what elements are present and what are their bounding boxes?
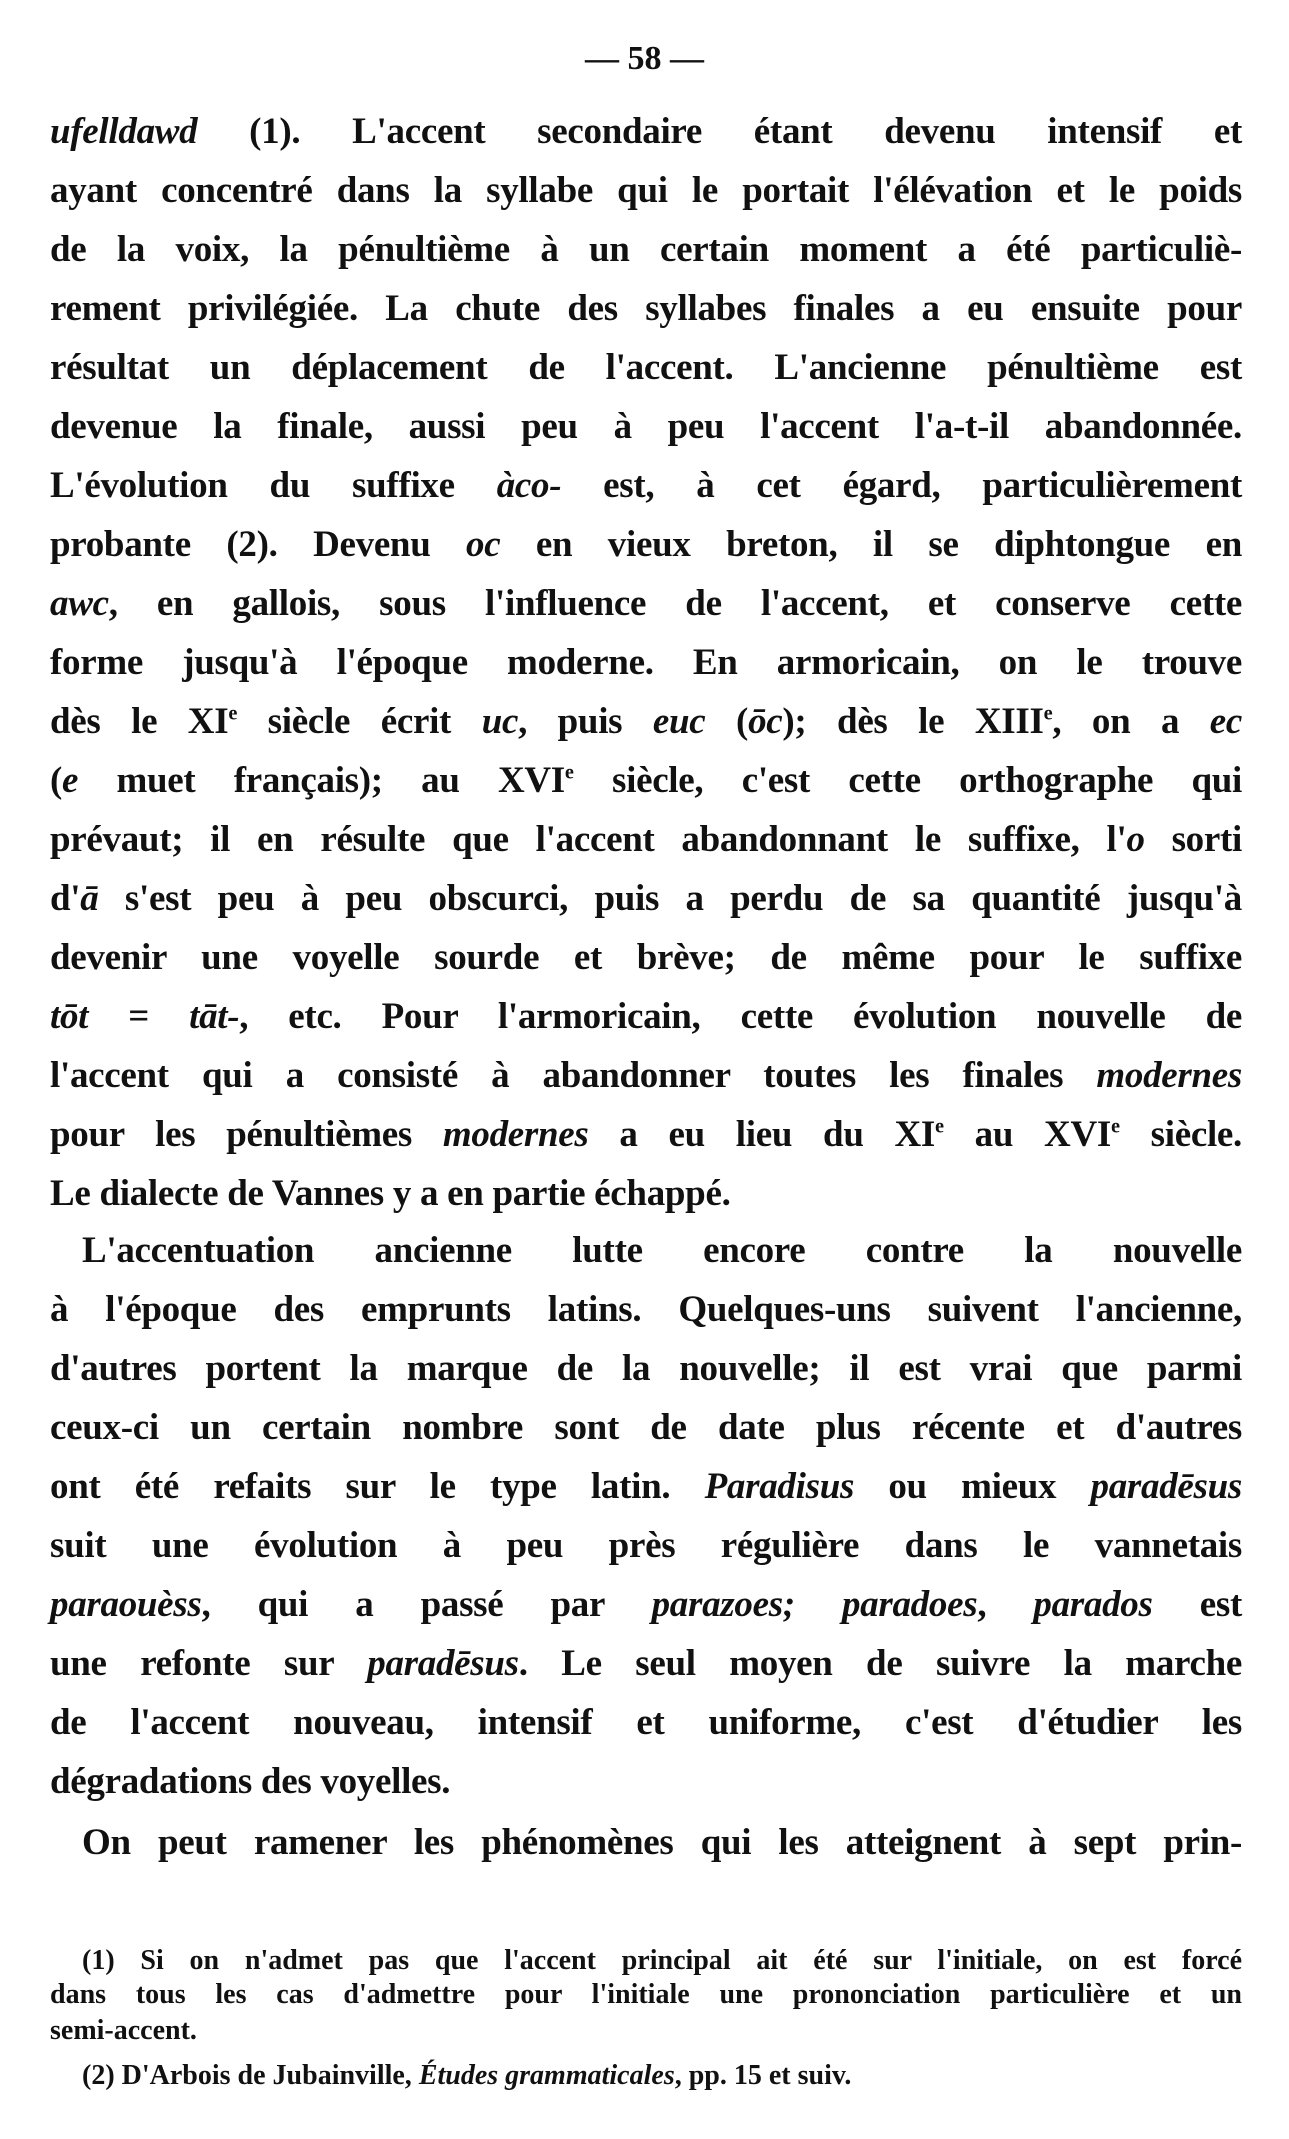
text-run: est xyxy=(1152,1584,1242,1625)
text-run: s'est peu à peu obscurci, puis a perdu de sa quantité jusqu'à xyxy=(98,878,1242,919)
italic-term: paraouèss xyxy=(50,1584,202,1625)
text-run: semi-accent. xyxy=(50,2015,197,2046)
italic-term: parazoes; paradoes xyxy=(651,1584,978,1625)
text-line xyxy=(50,1639,1242,1689)
italic-term: ec xyxy=(1209,701,1243,742)
text-line xyxy=(50,579,1242,629)
text-run: ( xyxy=(705,701,749,742)
superscript: e xyxy=(935,1115,944,1138)
text-run: , etc. Pour l'armoricain, cette évolution nouvelle de xyxy=(239,996,1242,1037)
text-line xyxy=(50,1285,1242,1335)
text-run: , puis xyxy=(518,701,653,742)
text-line xyxy=(50,225,1242,275)
text-run: L'accentuation ancienne lutte encore contre la nouvelle xyxy=(82,1230,1242,1271)
italic-term: modernes xyxy=(442,1114,589,1155)
text-run: devenir une voyelle sourde et brève; de même pour le suffixe xyxy=(50,937,1242,978)
text-run: de la voix, la pénultième à un certain moment a été particuliè- xyxy=(50,229,1242,270)
superscript: e xyxy=(228,702,238,725)
text-run: dès le XI xyxy=(50,701,229,742)
italic-term: e xyxy=(62,760,79,801)
text-run: (1). L'accent secondaire étant devenu intensif et xyxy=(197,111,1242,152)
text-run: pour les pénultièmes xyxy=(50,1114,443,1155)
text-line xyxy=(50,520,1242,570)
text-line xyxy=(50,1051,1242,1101)
text-line xyxy=(50,1344,1242,1394)
italic-term: euc xyxy=(652,701,706,742)
text-run: l'accent qui a consisté à abandonner toutes les finales xyxy=(50,1055,1097,1096)
text-line xyxy=(50,1818,1242,1868)
italic-term: ufelldawd xyxy=(50,111,198,152)
italic-term: tōt xyxy=(50,996,89,1037)
page-number: — 58 — xyxy=(585,40,704,77)
footnote-line xyxy=(50,1977,1242,2013)
text-run: ); dès le XIII xyxy=(782,701,1044,742)
text-line xyxy=(50,1698,1242,1748)
italic-term: parados xyxy=(1033,1584,1153,1625)
text-run: L'évolution du suffixe xyxy=(50,465,497,506)
text-run: muet français); au XVI xyxy=(78,760,565,801)
text-run: ont été refaits sur le type latin. xyxy=(50,1466,705,1507)
text-run: d'autres portent la marque de la nouvelle; il est vrai que parmi xyxy=(50,1348,1242,1389)
text-line xyxy=(50,1403,1242,1453)
text-run: , qui a passé par xyxy=(201,1584,652,1625)
text-run: , xyxy=(977,1584,1034,1625)
text-line xyxy=(50,461,1242,511)
text-run: ceux-ci un certain nombre sont de date plus récente et d'autres xyxy=(50,1407,1242,1448)
text-line xyxy=(50,756,1242,806)
italic-term: oc xyxy=(466,524,501,565)
text-run: siècle écrit xyxy=(237,701,482,742)
text-line xyxy=(50,815,1242,865)
text-run: à l'époque des emprunts latins. Quelques-uns suivent l'ancienne, xyxy=(50,1289,1242,1330)
italic-term: paradēsus xyxy=(367,1643,519,1684)
footnote-line xyxy=(50,1943,1242,1979)
text-run: ( xyxy=(50,760,63,801)
text-run: siècle. xyxy=(1119,1114,1242,1155)
italic-term: o xyxy=(1126,819,1145,860)
text-run: est, à cet égard, particulièrement xyxy=(561,465,1243,506)
text-line xyxy=(50,107,1242,157)
text-run: probante (2). Devenu xyxy=(50,524,467,565)
italic-term: paradēsus xyxy=(1090,1466,1243,1507)
text-line xyxy=(50,284,1242,334)
text-run: siècle, c'est cette orthographe qui xyxy=(573,760,1243,801)
text-run: ou mieux xyxy=(854,1466,1091,1507)
text-line xyxy=(50,1462,1242,1512)
italic-term: ōc xyxy=(748,701,783,742)
text-line xyxy=(50,343,1242,393)
text-run: une refonte sur xyxy=(50,1643,368,1684)
italic-term: tāt- xyxy=(189,996,240,1037)
text-line xyxy=(50,402,1242,452)
text-run: Le dialecte de Vannes y a en partie échappé. xyxy=(50,1173,731,1214)
text-run: dégradations des voyelles. xyxy=(50,1761,451,1802)
footnote-line xyxy=(50,2058,1242,2094)
text-run: (1) Si on n'admet pas que l'accent principal ait été sur l'initiale, on est forcé xyxy=(82,1945,1242,1976)
text-run: , on a xyxy=(1052,701,1210,742)
italic-term: awc xyxy=(50,583,109,624)
text-run: a eu lieu du XI xyxy=(588,1114,936,1155)
text-line xyxy=(50,1580,1242,1630)
text-run: dans tous les cas d'admettre pour l'initiale une prononciation particulière et un xyxy=(50,1979,1242,2010)
text-run: , pp. 15 et suiv. xyxy=(674,2060,852,2091)
superscript: e xyxy=(564,761,574,784)
text-line xyxy=(50,1169,1242,1219)
text-run: prévaut; il en résulte que l'accent abandonnant le suffixe, l' xyxy=(50,819,1127,860)
italic-term: Études grammaticales xyxy=(418,2060,675,2091)
text-run: sorti xyxy=(1144,819,1243,860)
italic-term: modernes xyxy=(1096,1055,1242,1096)
text-line xyxy=(50,874,1242,924)
text-run: , en gallois, sous l'influence de l'accent, et conserve cette xyxy=(108,583,1242,624)
text-run: = xyxy=(88,996,190,1037)
text-run: en vieux breton, il se diphtongue en xyxy=(500,524,1242,565)
text-run: au XVI xyxy=(943,1114,1111,1155)
text-run: suit une évolution à peu près régulière dans le vannetais xyxy=(50,1525,1242,1566)
superscript: e xyxy=(1043,702,1053,725)
text-line xyxy=(50,166,1242,216)
italic-term: uc xyxy=(481,701,519,742)
text-line xyxy=(50,697,1242,747)
text-run: forme jusqu'à l'époque moderne. En armoricain, on le trouve xyxy=(50,642,1242,683)
text-line xyxy=(50,992,1242,1042)
text-run: (2) D'Arbois de Jubainville, xyxy=(82,2060,419,2091)
text-run: . Le seul moyen de suivre la marche xyxy=(518,1643,1243,1684)
text-run: résultat un déplacement de l'accent. L'ancienne pénultième est xyxy=(50,347,1242,388)
text-run: ayant concentré dans la syllabe qui le portait l'élévation et le poids xyxy=(50,170,1242,211)
text-line xyxy=(50,1110,1242,1160)
text-run: On peut ramener les phénomènes qui les atteignent à sept prin- xyxy=(82,1822,1242,1863)
text-run: devenue la finale, aussi peu à peu l'accent l'a-t-il abandonnée. xyxy=(50,406,1242,447)
footnote-line xyxy=(50,2013,1242,2049)
text-line xyxy=(50,933,1242,983)
italic-term: Paradisus xyxy=(704,1466,855,1507)
text-line xyxy=(50,1757,1242,1807)
italic-term: àco- xyxy=(496,465,562,506)
text-run: de l'accent nouveau, intensif et uniforme, c'est d'étudier les xyxy=(50,1702,1242,1743)
text-line xyxy=(50,1521,1242,1571)
text-line xyxy=(50,638,1242,688)
text-line xyxy=(50,1226,1242,1276)
superscript: e xyxy=(1110,1115,1120,1138)
italic-term: ā xyxy=(80,878,99,919)
text-run: d' xyxy=(50,878,81,919)
text-run: rement privilégiée. La chute des syllabes finales a eu ensuite pour xyxy=(50,288,1242,329)
